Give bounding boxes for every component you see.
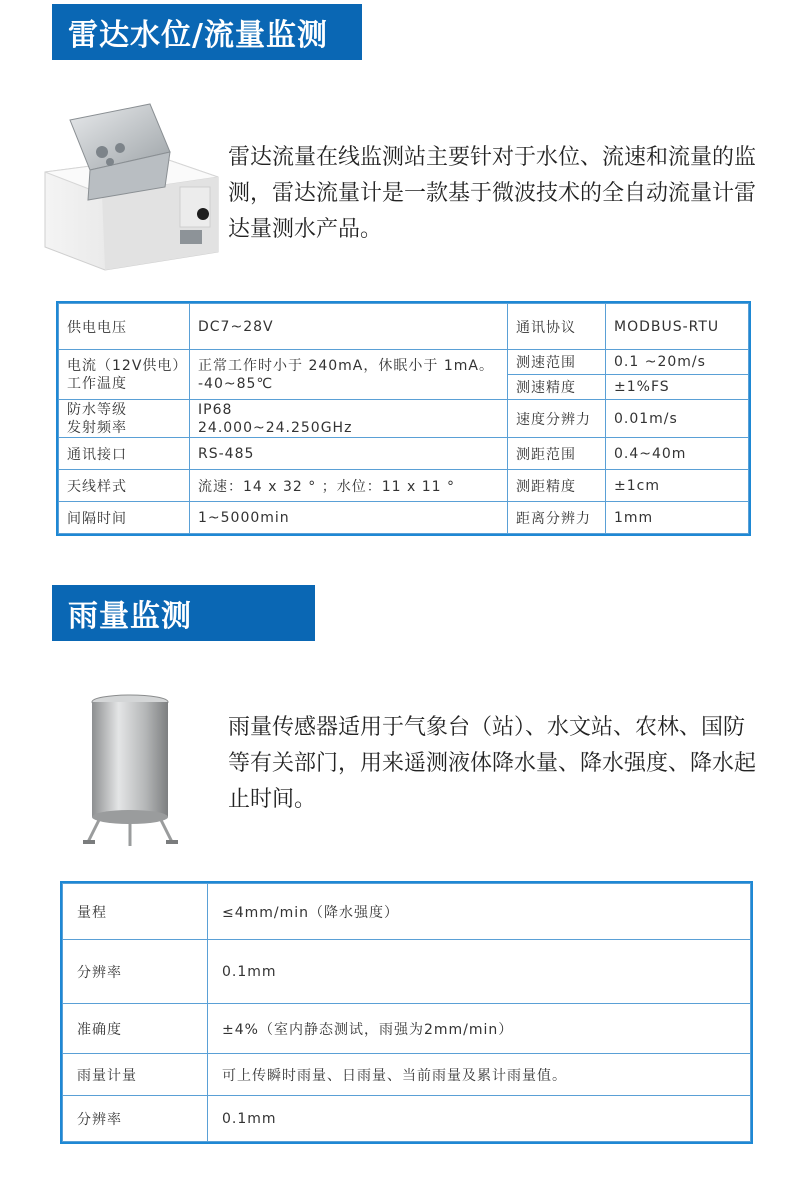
spec-value — [190, 350, 508, 400]
spec-value: 可上传瞬时雨量、日雨量、当前雨量及累计雨量值。 — [208, 1054, 751, 1096]
rain-gauge-image — [80, 690, 180, 850]
spec-label — [59, 350, 190, 400]
spec-value: 1~5000min — [190, 502, 508, 534]
spec-value: ±1cm — [606, 470, 749, 502]
spec-value: 1mm — [606, 502, 749, 534]
spec-label: 距离分辨力 — [508, 502, 606, 534]
spec-value: 0.1mm — [208, 1096, 751, 1142]
section-title-rain: 雨量监测 — [52, 585, 315, 641]
spec-label: 供电电压 — [59, 304, 190, 350]
spec-value-line: 正常工作时小于 240mA，休眠小于 1mA。 — [198, 357, 494, 374]
spec-value-line: -40~85℃ — [198, 375, 274, 392]
spec-value: MODBUS-RTU — [606, 304, 749, 350]
spec-value: ±4%（室内静态测试，雨强为2mm/min） — [208, 1004, 751, 1054]
spec-label: 准确度 — [63, 1004, 208, 1054]
spec-label: 测距精度 — [508, 470, 606, 502]
spec-label: 分辨率 — [63, 940, 208, 1004]
spec-label: 测速精度 — [508, 375, 606, 400]
rain-spec-table — [62, 883, 751, 1142]
spec-value: 0.1mm — [208, 940, 751, 1004]
section2-description: 雨量传感器适用于气象台（站）、水文站、农林、国防等有关部门，用来遥测液体降水量、降水强度、降水起止时间。 — [228, 715, 757, 812]
spec-value-line: IP68 — [198, 401, 233, 418]
spec-value: DC7~28V — [190, 304, 508, 350]
spec-label: 通讯接口 — [59, 438, 190, 470]
spec-label: 速度分辨力 — [508, 400, 606, 438]
radar-sensor-image — [40, 102, 220, 272]
spec-value: 流速：14 x 32 ° ；水位：11 x 11 ° — [190, 470, 508, 502]
spec-value: RS-485 — [190, 438, 508, 470]
spec-label: 测距范围 — [508, 438, 606, 470]
spec-label: 间隔时间 — [59, 502, 190, 534]
spec-label-line: 工作温度 — [67, 375, 127, 392]
section1-description: 雷达流量在线监测站主要针对于水位、流速和流量的监测，雷达流量计是一款基于微波技术的全自动流量计雷达量测水产品。 — [228, 145, 757, 242]
section-title-radar: 雷达水位/流量监测 — [52, 4, 362, 60]
radar-spec-table — [58, 303, 749, 534]
spec-label — [59, 400, 190, 438]
spec-label-line: 电流（12V供电） — [67, 357, 188, 374]
spec-value: ±1%FS — [606, 375, 749, 400]
spec-label: 分辨率 — [63, 1096, 208, 1142]
spec-label: 雨量计量 — [63, 1054, 208, 1096]
spec-value: 0.4~40m — [606, 438, 749, 470]
spec-label: 量程 — [63, 884, 208, 940]
spec-label-line: 防水等级 — [67, 401, 127, 418]
spec-value — [190, 400, 508, 438]
spec-value-line: 24.000~24.250GHz — [198, 419, 353, 436]
spec-value: 0.01m/s — [606, 400, 749, 438]
spec-label: 天线样式 — [59, 470, 190, 502]
spec-label: 通讯协议 — [508, 304, 606, 350]
spec-value: 0.1 ~20m/s — [606, 350, 749, 375]
spec-label-line: 发射频率 — [67, 419, 127, 436]
spec-label: 测速范围 — [508, 350, 606, 375]
spec-value: ≤4mm/min（降水强度） — [208, 884, 751, 940]
